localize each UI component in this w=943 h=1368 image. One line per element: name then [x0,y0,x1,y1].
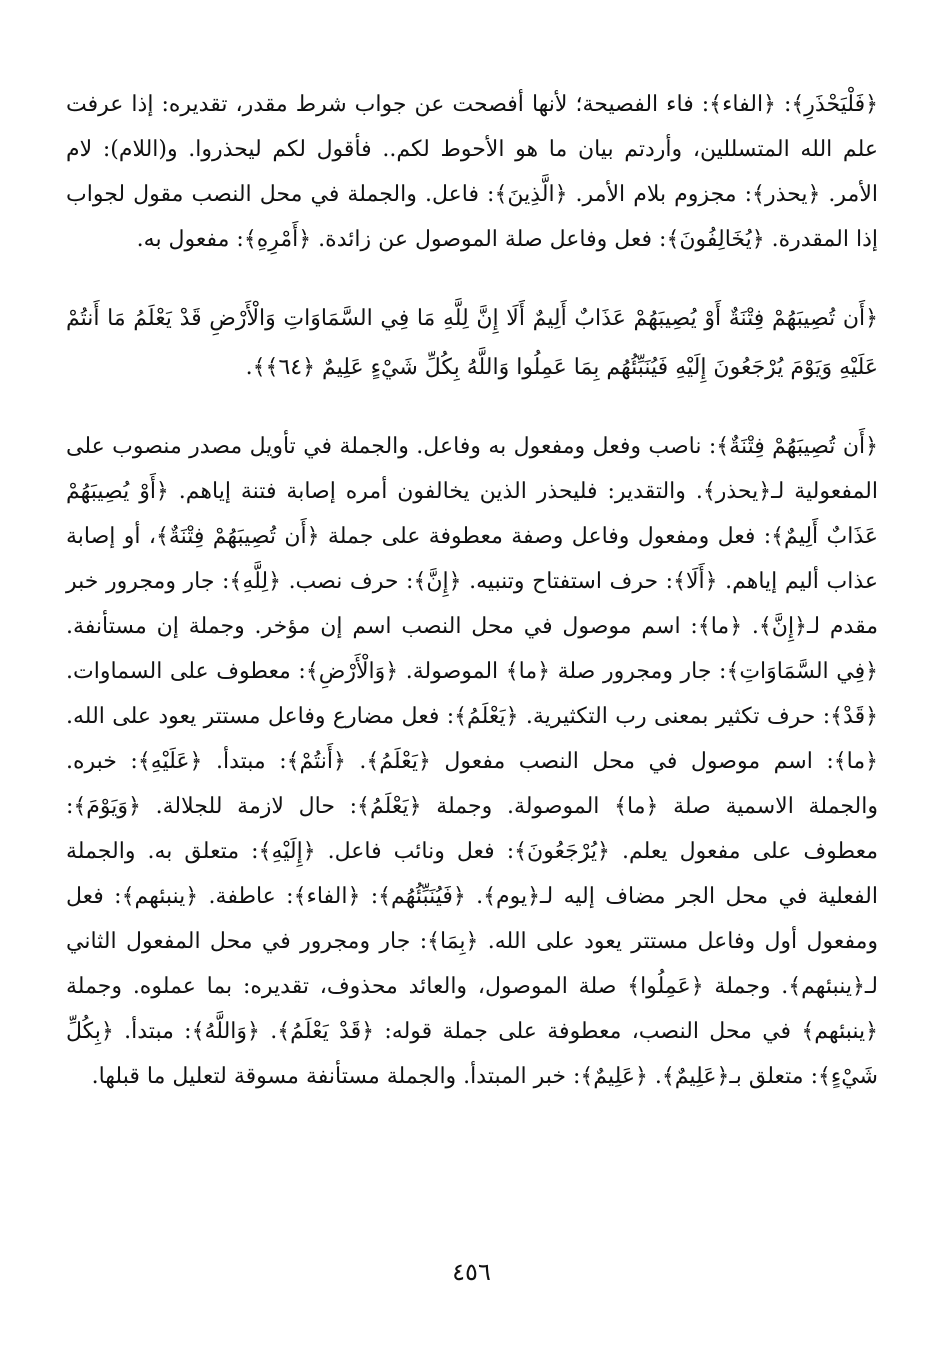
page-body [66,82,878,1099]
quran-verse-block [66,294,878,392]
commentary-paragraph-2: ﴿أَن تُصِيبَهُمْ فِتْنَةٌ﴾: ناصب وفعل ومفعول به وفاعل. والجملة في تأويل مصدر منصوب على المفعولية لـ﴿يحذر﴾. والتقدير: فليحذر الذين يخالفون أمره إصابة فتنة إياهم. ﴿أَوْ يُصِيبَهُمْ عَذَابٌ أَلِيمٌ﴾: فعل ومفعول وفاعل وصفة معطوفة على جملة ﴿أَن تُصِيبَهُمْ فِتْنَةٌ﴾، أو إصابة عذاب أليم إياهم. ﴿أَلَا﴾: حرف استفتاح وتنبيه. ﴿إِنَّ﴾: حرف نصب. ﴿لِلَّهِ﴾: جار ومجرور خبر مقدم لـ﴿إِنَّ﴾. ﴿ما﴾: اسم موصول في محل النصب اسم إن مؤخر. وجملة إن مستأنفة. ﴿فِي السَّمَاوَاتِ﴾: جار ومجرور صلة ﴿ما﴾ الموصولة. ﴿وَالْأَرْضِ﴾: معطوف على السماوات. ﴿قَدْ﴾: حرف تكثير بمعنى رب التكثيرية. ﴿يَعْلَمُ﴾: فعل مضارع وفاعل مستتر يعود على الله. ﴿ما﴾: اسم موصول في محل النصب مفعول ﴿يَعْلَمُ﴾. ﴿أَنتُمْ﴾: مبتدأ. ﴿عَلَيْهِ﴾: خبره. والجملة الاسمية صلة ﴿ما﴾ الموصولة. وجملة ﴿يَعْلَمُ﴾: حال لازمة للجلالة. ﴿وَيَوْمَ﴾: معطوف على مفعول يعلم. ﴿يُرْجَعُونَ﴾: فعل ونائب فاعل. ﴿إِلَيْهِ﴾: متعلق به. والجملة الفعلية في محل الجر مضاف إليه لـ﴿يوم﴾. ﴿فَيُنَبِّئُهُم﴾: ﴿الفاء﴾: عاطفة. ﴿ينبئهم﴾: فعل ومفعول أول وفاعل مستتر يعود على الله. ﴿بِمَا﴾: جار ومجرور في محل المفعول الثاني لـ﴿ينبئهم﴾. وجملة ﴿عَمِلُوا﴾ صلة الموصول، والعائد محذوف، تقديره: بما عملوه. وجملة ﴿ينبئهم﴾ في محل النصب، معطوفة على جملة قوله: ﴿قَدْ يَعْلَمُ﴾. ﴿وَاللَّهُ﴾: مبتدأ. ﴿بِكُلِّ شَيْءٍ﴾: متعلق بـ﴿عَلِيمٌ﴾. ﴿عَلِيمٌ﴾: خبر المبتدأ. والجملة مستأنفة مسوقة لتعليل ما قبلها. [66,434,878,1089]
quran-verse-text: ﴿أَن تُصِيبَهُمْ فِتْنَةٌ أَوْ يُصِيبَهُمْ عَذَابٌ أَلِيمٌ أَلَا إِنَّ لِلَّهِ مَا فِي السَّمَاوَاتِ وَالْأَرْضِ قَدْ يَعْلَمُ مَا أَنتُمْ عَلَيْهِ وَيَوْمَ يُرْجَعُونَ إِلَيْهِ فَيُنَبِّئُهُم بِمَا عَمِلُوا وَاللَّهُ بِكُلِّ شَيْءٍ عَلِيمٌ ﴿٦٤﴾﴾. [66,306,878,380]
page-number: ٤٥٦ [452,1258,491,1286]
commentary-paragraph-1: ﴿فَلْيَحْذَرِ﴾: ﴿الفاء﴾: فاء الفصيحة؛ لأنها أفصحت عن جواب شرط مقدر، تقديره: إذا عرفت علم الله المتسللين، وأردتم بيان ما هو الأحوط لكم.. فأقول لكم ليحذروا. و(اللام): لام الأمر. ﴿يحذر﴾: مجزوم بلام الأمر. ﴿الَّذِينَ﴾: فاعل. والجملة في محل النصب مقول لجواب إذا المقدرة. ﴿يُخَالِفُونَ﴾: فعل وفاعل صلة الموصول عن زائدة. ﴿أَمْرِهِ﴾: مفعول به. [66,92,878,252]
